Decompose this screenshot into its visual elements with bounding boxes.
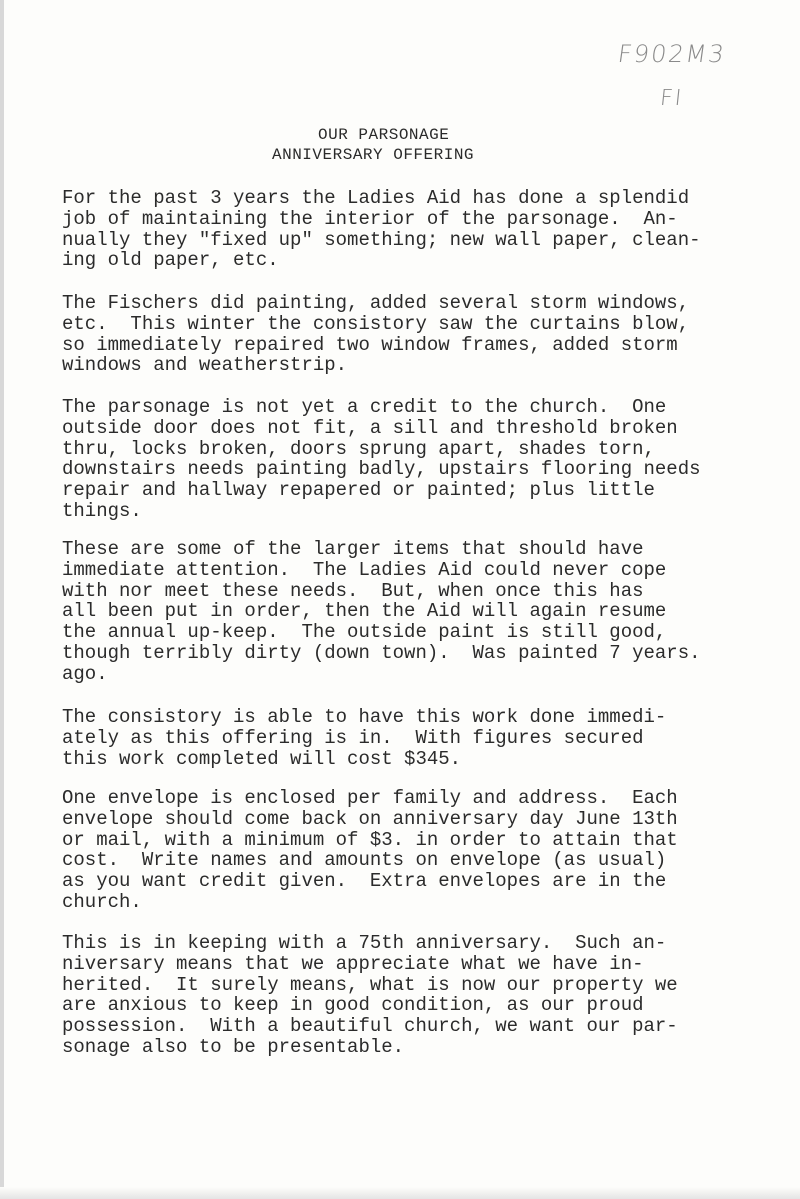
scan-edge-left bbox=[0, 0, 4, 1199]
text-line: The parsonage is not yet a credit to the church. One bbox=[62, 396, 667, 418]
text-line: the annual up-keep. The outside paint is still good, bbox=[62, 621, 667, 644]
text-line: These are some of the larger items that should have bbox=[62, 538, 644, 560]
document-title-line-2: ANNIVERSARY OFFERING bbox=[272, 146, 475, 164]
text-line: cost. Write names and amounts on envelope (as usual) bbox=[62, 849, 667, 872]
text-line: envelope should come back on anniversary day June 13th bbox=[62, 807, 678, 830]
text-line: etc. This winter the consistory saw the curtains blow, bbox=[62, 312, 690, 335]
text-line: all been put in order, then the Aid will again resume bbox=[62, 600, 667, 623]
text-line: job of maintaining the interior of the parsonage. An- bbox=[62, 207, 678, 230]
text-line: with nor meet these needs. But, when once this has bbox=[62, 579, 644, 602]
paragraph-ladies-aid-maintenance bbox=[62, 188, 701, 271]
paragraph-envelope-instructions bbox=[62, 788, 678, 913]
text-line: repair and hallway repapered or painted; plus little bbox=[62, 479, 655, 502]
text-line: One envelope is enclosed per family and address. Each bbox=[62, 787, 678, 809]
paragraph-consistory-cost bbox=[62, 707, 666, 769]
text-line: ing old paper, etc. bbox=[62, 249, 279, 272]
text-line: This is in keeping with a 75th anniversary. Such an- bbox=[62, 932, 667, 954]
paragraph-fischers-repairs bbox=[62, 293, 689, 376]
text-line: downstairs needs painting badly, upstairs flooring needs bbox=[62, 458, 701, 481]
text-line: things. bbox=[62, 499, 142, 522]
text-line: though terribly dirty (down town). Was painted 7 years. bbox=[62, 641, 701, 664]
text-line: or mail, with a minimum of $3. in order to attain that bbox=[62, 828, 678, 851]
text-line: as you want credit given. Extra envelopes are in the bbox=[62, 870, 667, 893]
document-title-line-1: OUR PARSONAGE bbox=[318, 126, 450, 144]
text-line: are anxious to keep in good condition, as our proud bbox=[62, 994, 644, 1017]
text-line: windows and weatherstrip. bbox=[62, 354, 348, 377]
text-line: ago. bbox=[62, 662, 108, 685]
text-line: immediate attention. The Ladies Aid could never cope bbox=[62, 558, 667, 581]
text-line: herited. It surely means, what is now our property we bbox=[62, 973, 678, 996]
text-line: church. bbox=[62, 890, 142, 913]
text-line: For the past 3 years the Ladies Aid has done a splendid bbox=[62, 187, 690, 209]
handwritten-catalog-suffix: FI bbox=[658, 86, 685, 111]
paragraph-parsonage-condition bbox=[62, 397, 701, 522]
text-line: nually they "fixed up" something; new wall paper, clean- bbox=[62, 228, 701, 251]
scan-edge-bottom bbox=[0, 1187, 800, 1199]
text-line: this work completed will cost $345. bbox=[62, 747, 462, 770]
handwritten-catalog-number: F902M3 bbox=[616, 40, 728, 68]
text-line: sonage also to be presentable. bbox=[62, 1035, 405, 1058]
paragraph-larger-items bbox=[62, 539, 701, 685]
text-line: outside door does not fit, a sill and threshold broken bbox=[62, 416, 678, 439]
text-line: so immediately repaired two window frames, added storm bbox=[62, 333, 678, 356]
text-line: niversary means that we appreciate what we have in- bbox=[62, 952, 644, 975]
text-line: possession. With a beautiful church, we want our par- bbox=[62, 1015, 678, 1038]
text-line: ately as this offering is in. With figures secured bbox=[62, 726, 644, 749]
text-line: thru, locks broken, doors sprung apart, shades torn, bbox=[62, 437, 655, 460]
text-line: The consistory is able to have this work done immedi- bbox=[62, 706, 667, 728]
text-line: The Fischers did painting, added several storm windows, bbox=[62, 292, 690, 314]
paragraph-75th-anniversary bbox=[62, 933, 678, 1058]
